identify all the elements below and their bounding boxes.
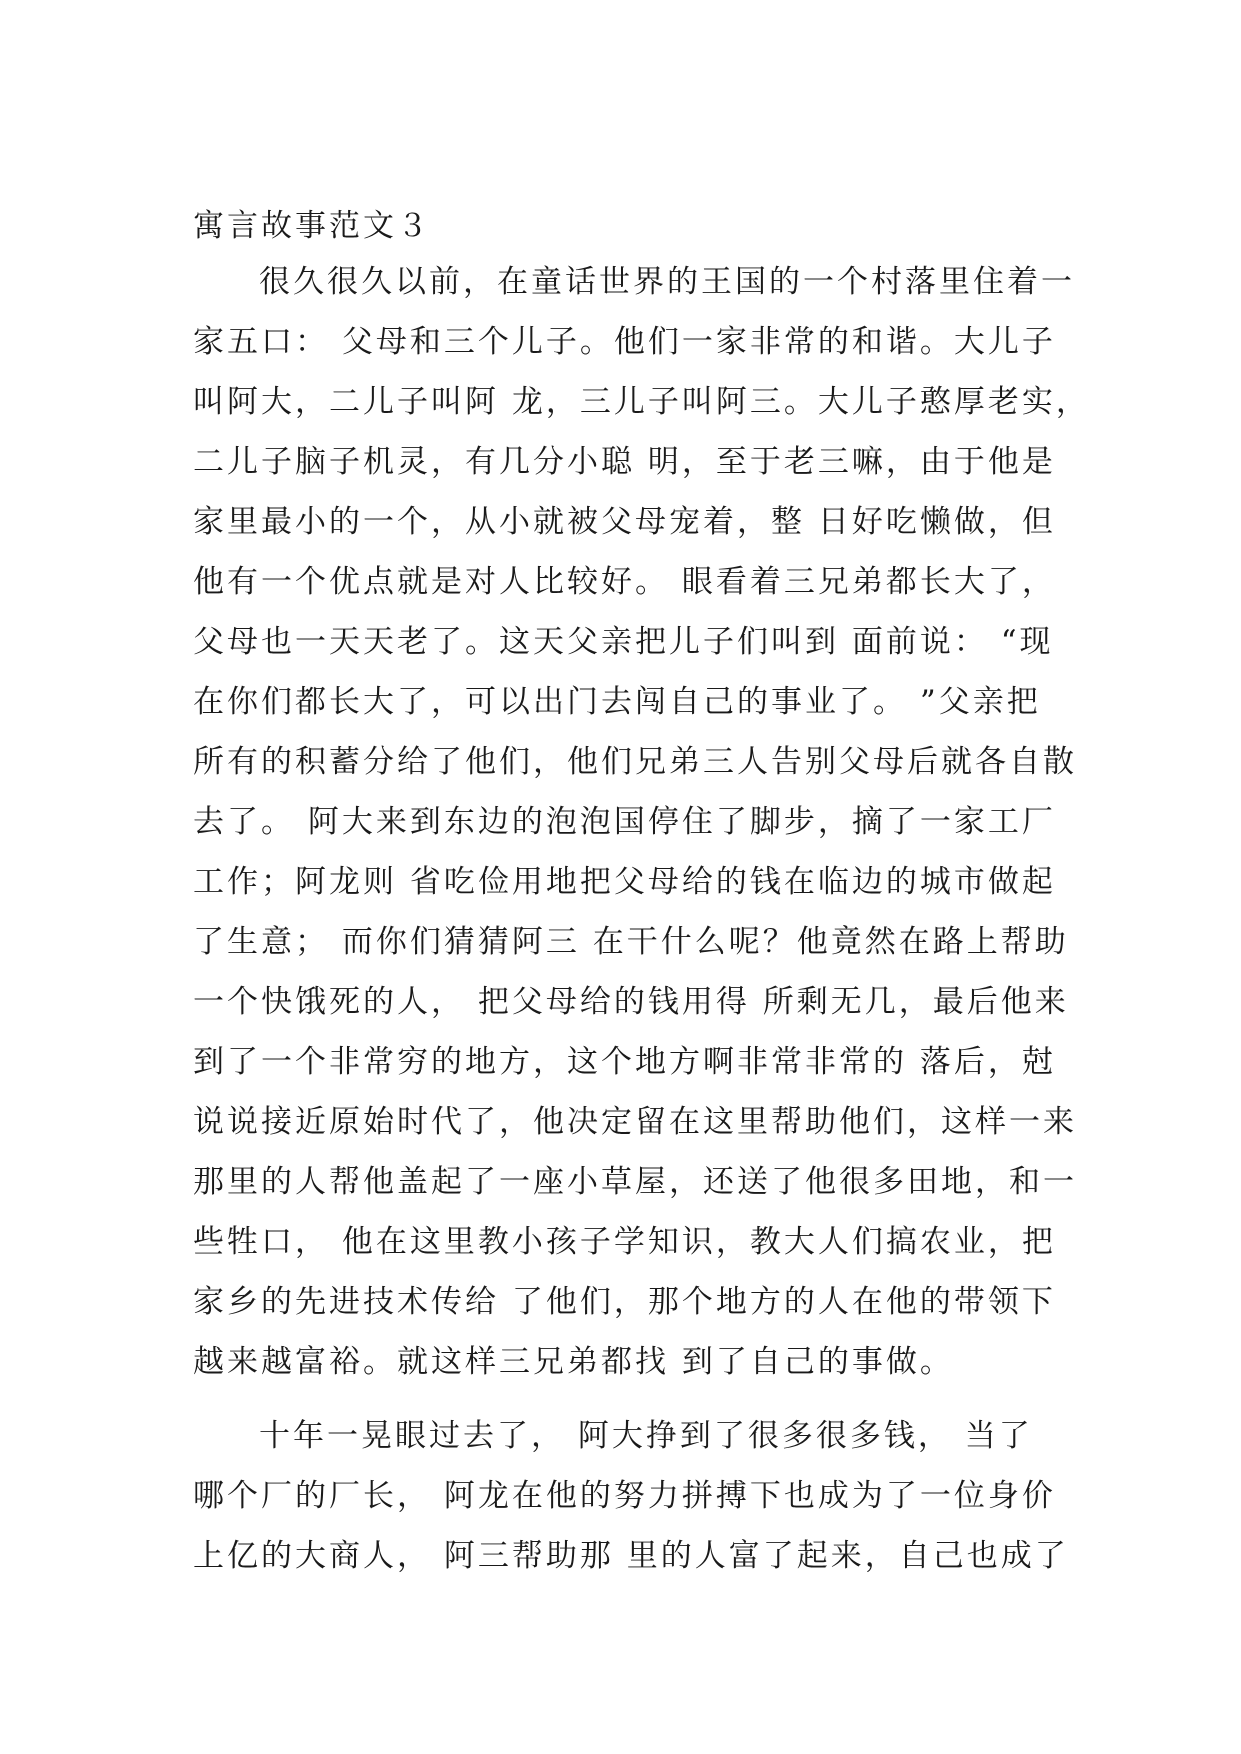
- text-line: 在你们都长大了，可以出门去闯自己的事业了。 ”父亲把: [193, 684, 1041, 720]
- text-line: 家里最小的一个，从小就被父母宠着，整 日好吃懒做，但: [193, 504, 1056, 540]
- paragraph-1: [193, 252, 1090, 1392]
- text-line: 上亿的大商人， 阿三帮助那 里的人富了起来，自己也成了: [193, 1538, 1069, 1574]
- text-line: 去了。 阿大来到东边的泡泡国停住了脚步，摘了一家工厂: [193, 804, 1056, 840]
- text-line: 哪个厂的厂长， 阿龙在他的努力拼搏下也成为了一位身价: [193, 1478, 1056, 1514]
- text-line: 很久很久以前，在童话世界的王国的一个村落里住着一: [259, 264, 1075, 300]
- text-line: 二儿子脑子机灵，有几分小聪 明，至于老三嘛，由于他是: [193, 444, 1056, 480]
- text-line: 家五口： 父母和三个儿子。他们一家非常的和谐。大儿子: [193, 324, 1056, 360]
- document-title: 寓言故事范文３: [193, 208, 431, 244]
- paragraph-2: [193, 1406, 1073, 1586]
- text-line: 叫阿大，二儿子叫阿 龙，三儿子叫阿三。大儿子憨厚老实，: [193, 384, 1090, 420]
- text-line: 了生意； 而你们猜猜阿三 在干什么呢？他竟然在路上帮助: [193, 924, 1069, 960]
- text-line: 一个快饿死的人， 把父母给的钱用得 所剩无几，最后他来: [193, 984, 1069, 1020]
- text-line: 越来越富裕。就这样三兄弟都找 到了自己的事做。: [193, 1344, 954, 1380]
- text-line: 工作；阿龙则 省吃俭用地把父母给的钱在临边的城市做起: [193, 864, 1056, 900]
- text-line: 所有的积蓄分给了他们，他们兄弟三人告别父母后就各自散: [193, 744, 1077, 780]
- text-line: 家乡的先进技术传给 了他们，那个地方的人在他的带领下: [193, 1284, 1056, 1320]
- text-line: 说说接近原始时代了，他决定留在这里帮助他们，这样一来: [193, 1104, 1077, 1140]
- text-line: 他有一个优点就是对人比较好。 眼看着三兄弟都长大了，: [193, 564, 1056, 600]
- text-line: 那里的人帮他盖起了一座小草屋，还送了他很多田地，和一: [193, 1164, 1077, 1200]
- text-line: 父母也一天天老了。这天父亲把儿子们叫到 面前说： “现: [193, 624, 1054, 660]
- text-line: 到了一个非常穷的地方，这个地方啊非常非常的 落后，尅: [193, 1044, 1056, 1080]
- text-line: 些牲口， 他在这里教小孩子学知识，教大人们搞农业，把: [193, 1224, 1056, 1260]
- document-body: [193, 200, 1090, 1586]
- text-line: 十年一晃眼过去了， 阿大挣到了很多很多钱， 当了: [259, 1418, 1033, 1454]
